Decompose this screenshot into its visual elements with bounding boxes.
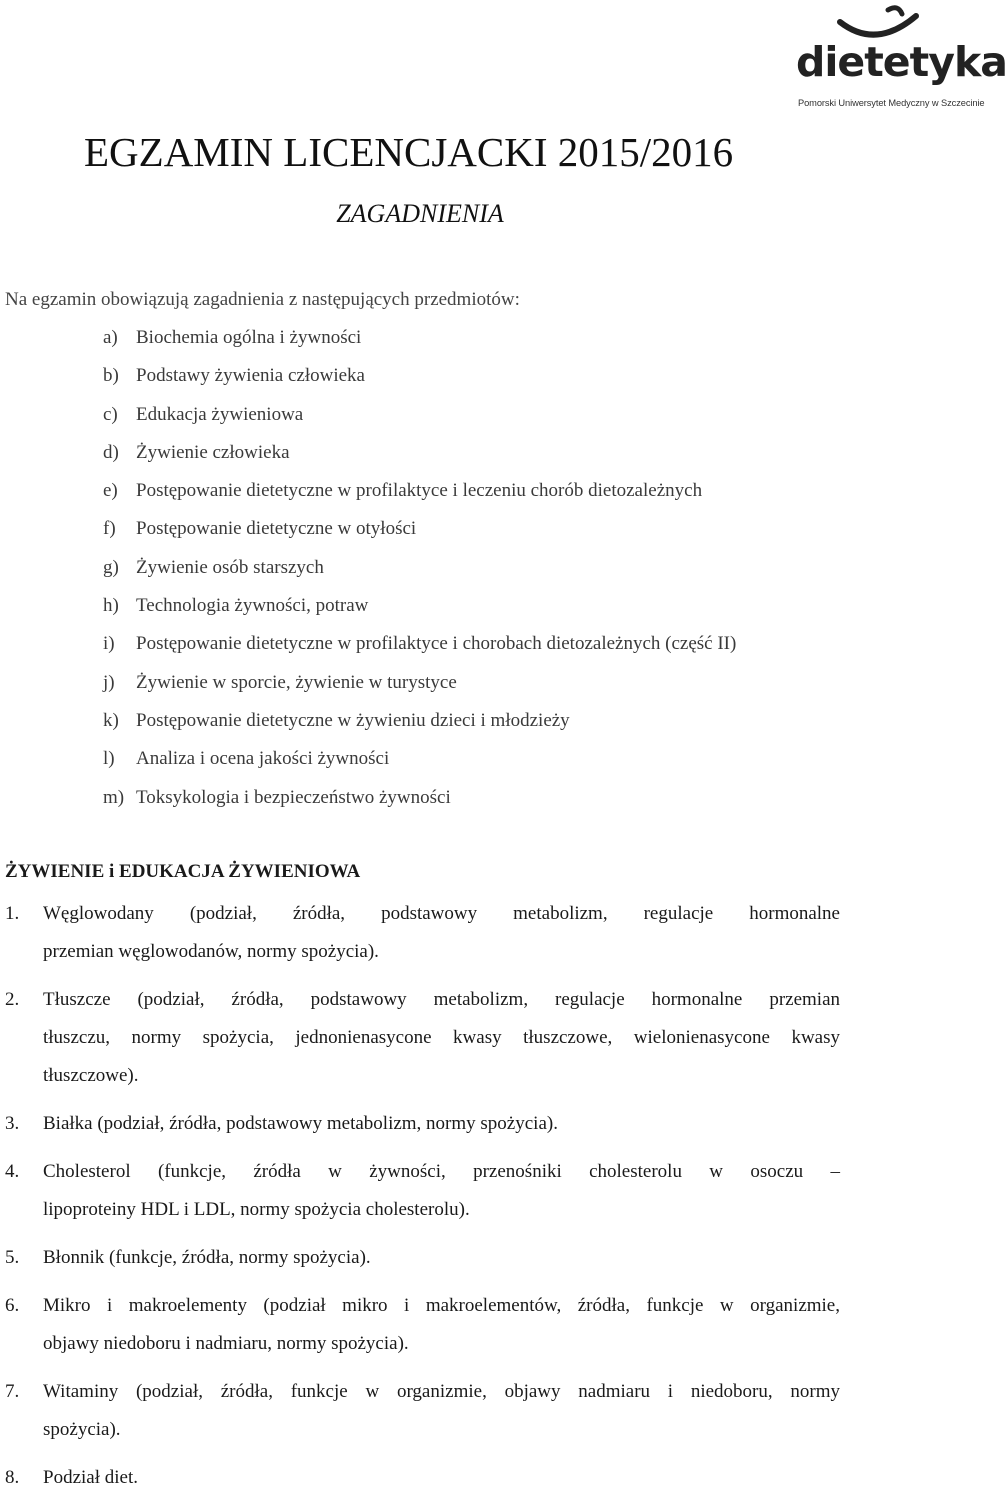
subject-text: Edukacja żywieniowa [136, 403, 304, 425]
topic-line: lipoproteiny HDL i LDL, normy spożycia cholesterolu). [43, 1199, 470, 1220]
subject-item [103, 592, 736, 630]
subject-letter: b) [103, 365, 119, 387]
subject-text: Postępowanie dietetyczne w profilaktyce i chorobach dietozależnych (część II) [136, 633, 737, 655]
topic-list [5, 895, 840, 1507]
topic-item [5, 1153, 840, 1229]
subject-list [103, 324, 736, 822]
topic-number: 8. [5, 1467, 20, 1488]
subject-letter: k) [103, 709, 119, 731]
subject-letter: h) [103, 595, 119, 617]
subject-letter: i) [103, 633, 115, 655]
subject-letter: f) [103, 518, 116, 540]
topic-line: Cholesterol (funkcje, źródła w żywności, przenośniki cholesterolu w osoczu – [43, 1161, 840, 1182]
subject-letter: g) [103, 556, 119, 578]
topic-line: Błonnik (funkcje, źródła, normy spożycia). [43, 1247, 371, 1268]
subject-text: Postępowanie dietetyczne w otyłości [136, 518, 417, 540]
topic-line: Mikro i makroelementy (podział mikro i makroelementów, źródła, funkcje w organizmie, [43, 1295, 840, 1316]
topic-number: 6. [5, 1295, 20, 1316]
subject-text: Podstawy żywienia człowieka [136, 365, 365, 387]
topic-number: 3. [5, 1113, 20, 1134]
subject-item [103, 745, 736, 783]
university-logo [796, 4, 1007, 112]
subject-text: Postępowanie dietetyczne w żywieniu dzieci i młodzieży [136, 709, 570, 731]
subject-letter: j) [103, 671, 115, 693]
subject-item [103, 362, 736, 400]
subject-item [103, 324, 736, 362]
intro-text: Na egzamin obowiązują zagadnienia z następujących przedmiotów: [5, 289, 520, 310]
topic-number: 4. [5, 1161, 20, 1182]
topic-item [5, 1105, 840, 1143]
topic-item [5, 981, 840, 1095]
page-title: EGZAMIN LICENCJACKI 2015/2016 [84, 129, 734, 175]
subject-item [103, 401, 736, 439]
logo-wordmark: dietetyka [796, 38, 1007, 86]
topic-item [5, 1239, 840, 1277]
subject-letter: m) [103, 786, 125, 808]
subject-text: Żywienie w sporcie, żywienie w turystyce [136, 671, 457, 693]
subject-letter: l) [103, 748, 115, 770]
topic-line: spożycia). [43, 1419, 121, 1440]
topic-line: tłuszczowe). [43, 1065, 139, 1086]
topic-number: 5. [5, 1247, 20, 1268]
topic-line: objawy niedoboru i nadmiaru, normy spożycia). [43, 1333, 409, 1354]
topic-item [5, 1373, 840, 1449]
subject-text: Żywienie osób starszych [136, 556, 324, 578]
subject-item [103, 477, 736, 515]
logo-subtitle: Pomorski Uniwersytet Medyczny w Szczecinie [798, 98, 985, 108]
subject-item [103, 554, 736, 592]
subject-item [103, 515, 736, 553]
subject-item [103, 669, 736, 707]
subject-item [103, 784, 736, 822]
topic-line: Witaminy (podział, źródła, funkcje w organizmie, objawy nadmiaru i niedoboru, normy [43, 1381, 840, 1402]
subject-text: Toksykologia i bezpieczeństwo żywności [136, 786, 451, 808]
topic-number: 2. [5, 989, 20, 1010]
topic-line: Białka (podział, źródła, podstawowy metabolizm, normy spożycia). [43, 1113, 558, 1134]
section-heading: ŻYWIENIE i EDUKACJA ŻYWIENIOWA [5, 861, 361, 882]
subject-text: Postępowanie dietetyczne w profilaktyce i leczeniu chorób dietozależnych [136, 480, 703, 502]
subject-text: Analiza i ocena jakości żywności [136, 748, 390, 770]
topic-line: Podział diet. [43, 1467, 138, 1488]
topic-line: Węglowodany (podział, źródła, podstawowy metabolizm, regulacje hormonalne [43, 903, 840, 924]
subject-letter: d) [103, 441, 119, 463]
topic-line: przemian węglowodanów, normy spożycia). [43, 941, 379, 962]
subject-item [103, 630, 736, 668]
topic-item [5, 1459, 840, 1497]
subject-item [103, 439, 736, 477]
topic-item [5, 895, 840, 971]
subject-text: Technologia żywności, potraw [136, 595, 369, 617]
subject-text: Żywienie człowieka [136, 441, 290, 463]
topic-number: 7. [5, 1381, 20, 1402]
subject-letter: a) [103, 327, 118, 348]
subject-letter: e) [103, 480, 118, 502]
subject-text: Biochemia ogólna i żywności [136, 327, 362, 348]
topic-line: tłuszczu, normy spożycia, jednonienasycone kwasy tłuszczowe, wielonienasycone kwasy [43, 1027, 840, 1048]
subject-letter: c) [103, 403, 118, 425]
subject-item [103, 707, 736, 745]
topic-line: Tłuszcze (podział, źródła, podstawowy metabolizm, regulacje hormonalne przemian [43, 989, 840, 1010]
topic-number: 1. [5, 903, 20, 924]
topic-item [5, 1287, 840, 1363]
page-subtitle: ZAGADNIENIA [336, 199, 504, 228]
